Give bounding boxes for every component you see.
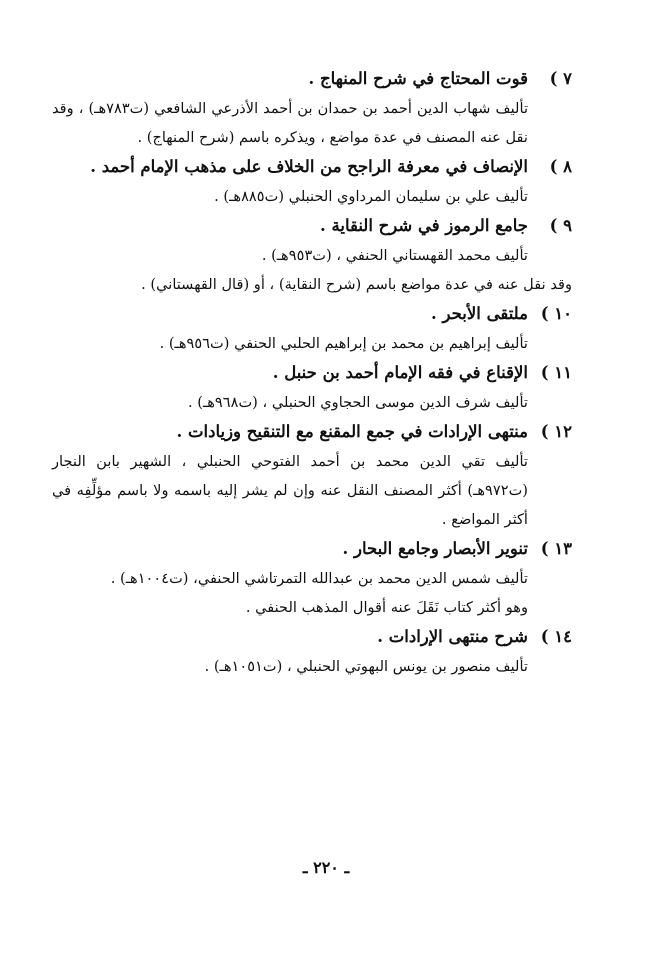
page-number: ـ ٢٢٠ ـ	[302, 858, 350, 877]
entry-heading	[52, 152, 572, 182]
entry-text: تأليف إبراهيم بن محمد بن إبراهيم الحلبي الحنفي (ت٩٥٦هـ) .	[159, 335, 528, 352]
entry-body	[52, 241, 572, 299]
entry-text: تأليف منصور بن يونس البهوتي الحنبلي ، (ت١٠٥١هـ) .	[204, 658, 528, 675]
entry-body	[52, 182, 572, 211]
entry-body	[52, 447, 572, 534]
entry-text: تأليف شرف الدين موسى الحجاوي الحنبلي ، (ت٩٦٨هـ) .	[187, 394, 528, 411]
entry-number: ١٠ )	[540, 304, 572, 323]
entry-heading	[52, 622, 572, 652]
entry-7	[52, 64, 572, 152]
entry-13	[52, 534, 572, 622]
entry-number: ٧ )	[549, 69, 572, 88]
entry-text: تأليف علي بن سليمان المرداوي الحنبلي (ت٨٨٥هـ) .	[214, 188, 528, 205]
entry-body	[52, 388, 572, 417]
entry-text: تأليف شهاب الدين أحمد بن حمدان بن أحمد الأذرعي الشافعي (ت٧٨٣هـ) ، وقد نقل عنه المصنف في عدة مواضع ، ويذكره باسم (شرح المنهاج) .	[52, 100, 529, 146]
entry-body	[52, 329, 572, 358]
entry-10	[52, 299, 572, 358]
entry-number: ١١ )	[540, 363, 572, 382]
entry-title: جامع الرموز في شرح النقاية .	[320, 216, 528, 235]
entry-title: تنوير الأبصار وجامع البحار .	[342, 539, 528, 558]
entry-note: وهو أكثر كتاب نَقَلَ عنه أقوال المذهب الحنفي .	[245, 599, 528, 616]
entry-number: ١٢ )	[540, 422, 572, 441]
entry-number: ١٣ )	[540, 539, 572, 558]
entry-text: تأليف تقي الدين محمد بن أحمد الفتوحي الحنبلي ، الشهير بابن النجار (ت٩٧٢هـ) أكثر المصنف النقل عنه وإن لم يشر إليه باسمه ولا باسم مؤلِّفِه في أكثر المواضع .	[52, 453, 528, 528]
entry-heading	[52, 64, 572, 94]
entry-body	[52, 94, 572, 152]
entry-text: تأليف محمد القهستاني الحنفي ، (ت٩٥٣هـ) .	[261, 247, 528, 264]
entry-heading	[52, 534, 572, 564]
entry-text: تأليف شمس الدين محمد بن عبدالله التمرتاشي الحنفي، (ت١٠٠٤هـ) .	[110, 570, 528, 587]
entry-number: ٨ )	[549, 157, 572, 176]
entry-title: منتهى الإرادات في جمع المقنع مع التنقيح وزيادات .	[176, 422, 528, 441]
entry-title: الإقناع في فقه الإمام أحمد بن حنبل .	[272, 363, 528, 382]
entry-14	[52, 622, 572, 681]
entry-heading	[52, 417, 572, 447]
entry-title: شرح منتهى الإرادات .	[377, 627, 528, 646]
entry-heading	[52, 358, 572, 388]
entry-9	[52, 211, 572, 299]
entry-heading	[52, 211, 572, 241]
entry-body	[52, 564, 572, 622]
entry-body	[52, 652, 572, 681]
entry-number: ٩ )	[549, 216, 572, 235]
entry-title: الإنصاف في معرفة الراجح من الخلاف على مذهب الإمام أحمد .	[90, 157, 528, 176]
entry-heading	[52, 299, 572, 329]
entry-11	[52, 358, 572, 417]
entry-number: ١٤ )	[540, 627, 572, 646]
entry-8	[52, 152, 572, 211]
entry-title: ملتقى الأبحر .	[431, 304, 528, 323]
entry-title: قوت المحتاج في شرح المنهاج .	[308, 69, 528, 88]
entry-note: وقد نقل عنه في عدة مواضع باسم (شرح النقاية) ، أو (قال القهستاني) .	[141, 276, 572, 293]
entry-12	[52, 417, 572, 534]
book-page	[52, 64, 572, 681]
